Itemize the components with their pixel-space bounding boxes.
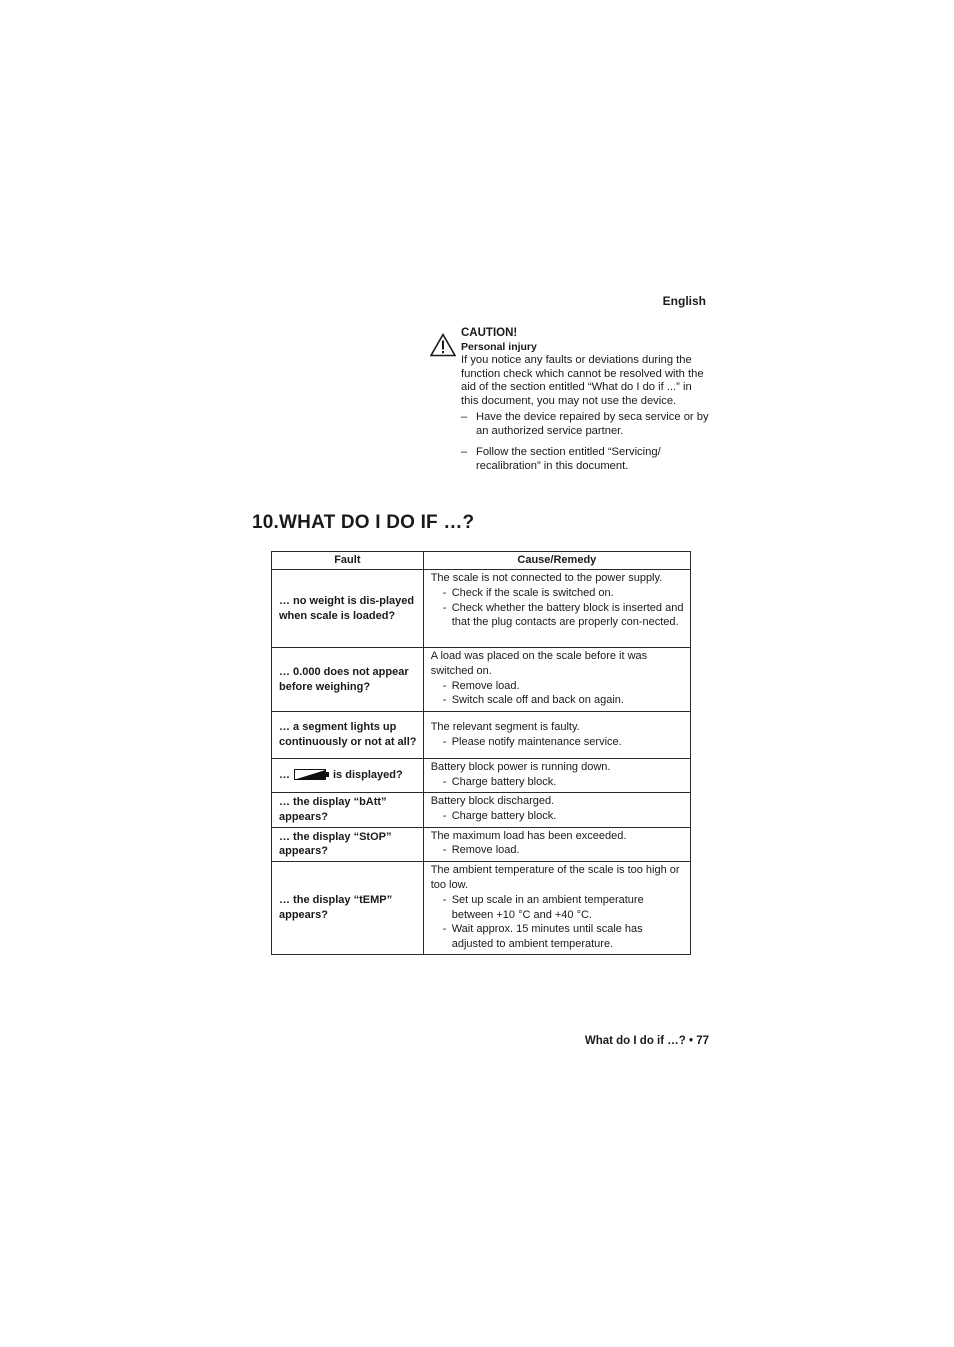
section-title: 10.WHAT DO I DO IF …? <box>252 512 475 533</box>
remedy-item: - Check whether the battery block is inserted and that the plug contacts are properly con-nected. <box>442 601 684 629</box>
fault-cell: … is displayed? <box>272 759 424 793</box>
column-header-cause: Cause/Remedy <box>423 552 690 570</box>
remedy-item: - Check if the scale is switched on. <box>442 586 614 599</box>
remedy-item: - Switch scale off and back on again. <box>442 694 624 707</box>
table-row <box>272 759 691 793</box>
table-header-row <box>272 552 691 570</box>
table-row <box>272 827 691 862</box>
table-row <box>272 712 691 759</box>
table-row <box>272 570 691 648</box>
caution-subtitle: Personal injury <box>461 340 537 353</box>
remedy-item: - Charge battery block. <box>442 775 557 788</box>
cause-cell: The scale is not connected to the power supply. - Check if the scale is switched on. - Check whether the battery block is inserted and that the plug contacts are properly con-nected. <box>423 570 690 648</box>
caution-item: – Have the device repaired by seca service or by an authorized service partner. <box>461 411 709 437</box>
page-footer: What do I do if …? • 77 <box>584 1035 709 1047</box>
caution-item: – Follow the section entitled “Servicing/ recalibration” in this document. <box>461 446 661 472</box>
fault-cell: … no weight is dis-played when scale is loaded? <box>272 570 424 648</box>
cause-cell: Battery block power is running down. - Charge battery block. <box>423 759 690 793</box>
cause-cell: The relevant segment is faulty. - Please notify maintenance service. <box>423 712 690 759</box>
remedy-item: - Please notify maintenance service. <box>442 735 622 748</box>
caution-list <box>461 411 710 473</box>
remedy-item: - Wait approx. 15 minutes until scale has adjusted to ambient temperature. <box>442 923 643 951</box>
column-header-fault: Fault <box>272 552 424 570</box>
cause-cell: The maximum load has been exceeded. - Remove load. <box>423 827 690 862</box>
fault-cell: … a segment lights up continuously or not at all? <box>272 712 424 759</box>
table-row <box>272 862 691 955</box>
table-row <box>272 793 691 828</box>
fault-cell: … the display “bAtt” appears? <box>272 793 424 828</box>
fault-cell: … 0.000 does not appear before weighing? <box>272 648 424 712</box>
cause-cell: Battery block discharged. - Charge battery block. <box>423 793 690 828</box>
fault-cell: … the display “StOP” appears? <box>272 827 424 862</box>
language-label: English <box>662 294 706 308</box>
fault-table <box>271 551 691 955</box>
caution-box <box>430 327 710 478</box>
cause-cell: A load was placed on the scale before it was switched on. - Remove load. - Switch scale off and back on again. <box>423 648 690 712</box>
table-row <box>272 648 691 712</box>
warning-triangle-icon <box>430 333 456 357</box>
caution-title: CAUTION! <box>461 327 518 339</box>
caution-text: If you notice any faults or deviations during the function check which cannot be resolved with the aid of the section entitled “What do I do if ...” in this document, you may not use the device. <box>461 354 704 407</box>
remedy-item: - Charge battery block. <box>442 809 557 822</box>
remedy-item: - Remove load. <box>442 679 520 692</box>
remedy-item: - Remove load. <box>442 844 520 857</box>
battery-low-icon <box>294 769 329 780</box>
cause-cell: The ambient temperature of the scale is too high or too low. - Set up scale in an ambient temperature between +10 °C and +40 °C. - Wait approx. 15 minutes until scale has adjusted to ambient temperature. <box>423 862 690 955</box>
remedy-item: - Set up scale in an ambient temperature between +10 °C and +40 °C. <box>442 893 644 921</box>
fault-cell: … the display “tEMP” appears? <box>272 862 424 955</box>
